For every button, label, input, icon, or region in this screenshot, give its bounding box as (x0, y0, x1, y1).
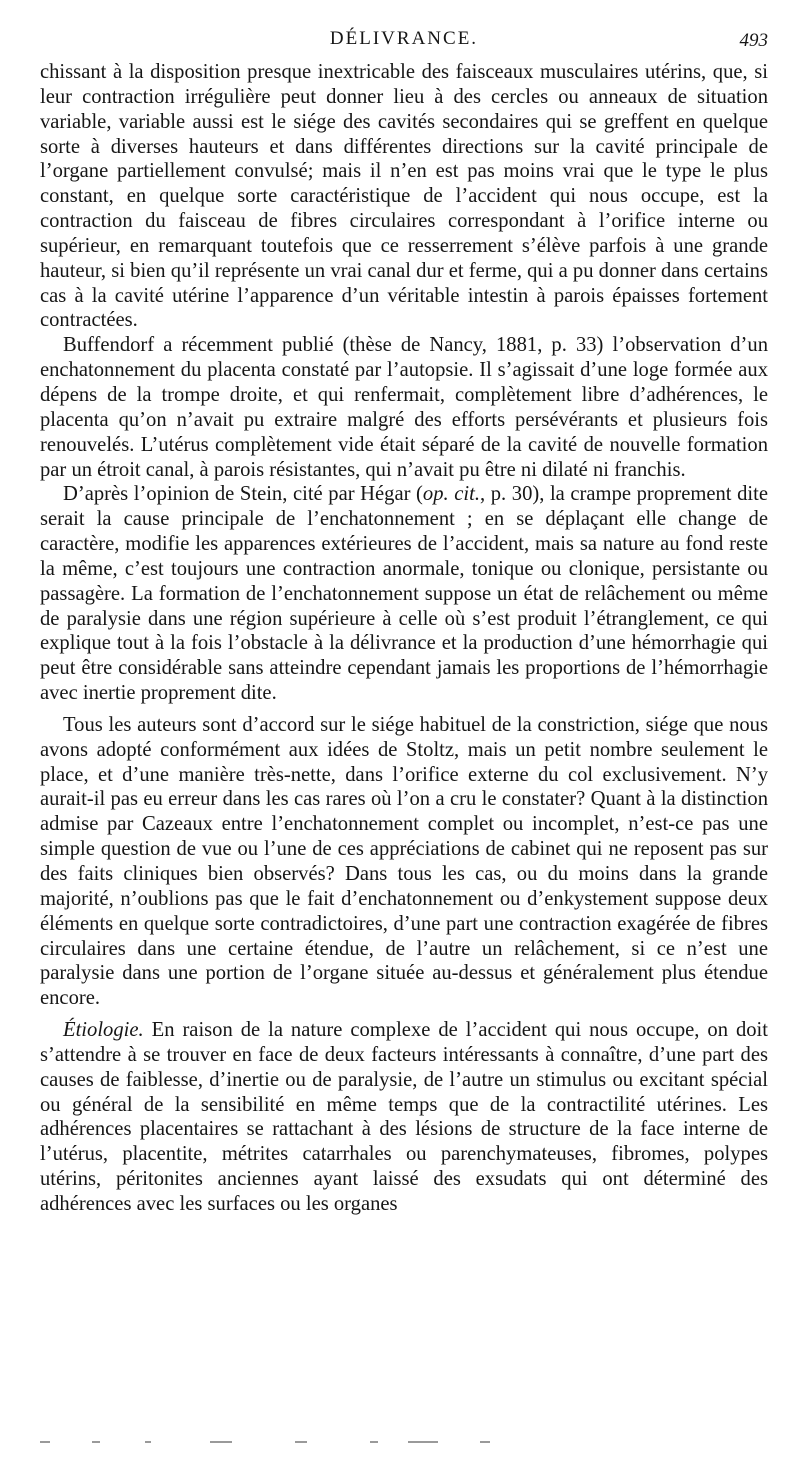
scan-mark (480, 1441, 490, 1443)
scan-mark (145, 1441, 151, 1443)
scan-mark (210, 1441, 232, 1443)
body-text (40, 60, 768, 1217)
running-title: DÉLIVRANCE. (329, 28, 479, 49)
paragraph-buffendorf: Buffendorf a récemment publié (thèse de Nancy, 1881, p. 33) l’observation d’un enchatonnement du placenta constaté par l’autopsie. Il s’agissait d’une loge formée aux dépens de la trompe droite, et qui renfermait, complètement libre d’adhérences, le placenta qu’on n’avait pu extraire malgré des efforts persévérants et plusieurs fois renouvelés. L’utérus complètement vide était séparé de la cavité de nouvelle formation par un étroit canal, à parois résistantes, qui n’avait pu être ni dilaté ni franchis. (40, 334, 768, 481)
paragraph-continuation: chissant à la disposition presque inextricable des faisceaux musculaires utérins, que, si leur contraction irrégulière peut donner lieu à des cercles ou anneaux de situation variable, variable aussi est le siége des cavités secondaires qui se greffent en quelque sorte à diverses hauteurs et dans différentes directions sur la cavité principale de l’organe partiellement convulsé; mais il n’en est pas moins vrai que le type le plus constant, en quelque sorte caractéristique de l’accident qui nous occupe, est la contraction du faisceau de fibres circulaires correspondant à l’orifice interne ou supérieur, en remarquant toutefois que ce resserrement s’élève parfois à une grande hauteur, si bien qu’il représente un vrai canal dur et ferme, qui a pu donner dans certains cas à la cavité utérine l’apparence d’un véritable intestin à parois épaisses fortement contractées. (40, 61, 768, 332)
scan-mark (295, 1441, 307, 1443)
paragraph-auteurs: Tous les auteurs sont d’accord sur le siége habituel de la constriction, siége que nous avons adopté conformément aux idées de Stoltz, mais un petit nombre seulement le place, et d’une manière très-nette, dans l’orifice externe du col exclusivement. N’y aurait-il pas eu erreur dans les cas rares où l’on a cru le constater? Quant à la distinction admise par Cazeaux entre l’enchatonnement complet ou incomplet, n’est-ce pas une simple question de vue ou l’une de ces appréciations de cabinet qui ne reposent pas sur des faits cliniques bien observés? Dans tous les cas, ou du moins dans la grande majorité, n’oublions pas que le fait d’enchatonnement ou d’enkystement suppose deux éléments en quelque sorte contradictoires, d’une part une contraction exagérée de fibres circulaires dans une certaine étendue, de l’autre un relâchement, si ce n’est une paralysie dans une portion de l’organe située au-dessus et généralement plus étendue encore. (40, 713, 768, 1010)
citation-op-cit: op. cit. (422, 483, 480, 506)
paragraph-stein (40, 482, 768, 706)
paragraph-etiologie (40, 1018, 768, 1217)
page-number: 493 (739, 30, 768, 51)
scan-mark (92, 1441, 100, 1443)
scan-mark (370, 1441, 378, 1443)
bottom-scan-marks (40, 1441, 500, 1447)
paragraph-stein-rest: , p. 30), la crampe proprement dite serait la cause principale de l’enchatonnement ; en se déplaçant elle change de caractère, modifie les apparences extérieures de l’accident, mais sa nature au fond reste la même, c’est toujours une contraction anormale, tonique ou clonique, persistante ou passagère. La formation de l’enchatonnement suppose un état de relâchement ou même de paralysie dans une région supérieure à celle où s’est produit l’étranglement, ce qui explique tout à la fois l’obstacle à la délivrance et la production d’une hémorrhagie qui peut être considérable sans atteindre cependant jamais les proportions de l’hémorrhagie avec inertie proprement dite. (40, 483, 768, 705)
paragraph-stein-start: D’après l’opinion de Stein, cité par Hégar ( (63, 483, 423, 506)
section-heading-etiologie: Étiologie. (63, 1019, 144, 1042)
scan-mark (40, 1441, 50, 1443)
scan-mark (408, 1441, 438, 1443)
page-header (40, 28, 768, 54)
paragraph-etiologie-text: En raison de la nature complexe de l’accident qui nous occupe, on doit s’attendre à se trouver en face de deux facteurs intéressants à connaître, d’une part des causes de faiblesse, d’inertie ou de paralysie, de l’autre un stimulus ou excitant spécial ou général de la sensibilité en même temps que de la contractilité utérines. Les adhérences placentaires se rattachant à des lésions de structure de la face interne de l’utérus, placentite, métrites catarrhales ou parenchymateuses, fibromes, polypes utérins, péritonites anciennes ayant laissé des exsudats qui ont déterminé des adhérences avec les surfaces ou les organes (40, 1019, 768, 1215)
